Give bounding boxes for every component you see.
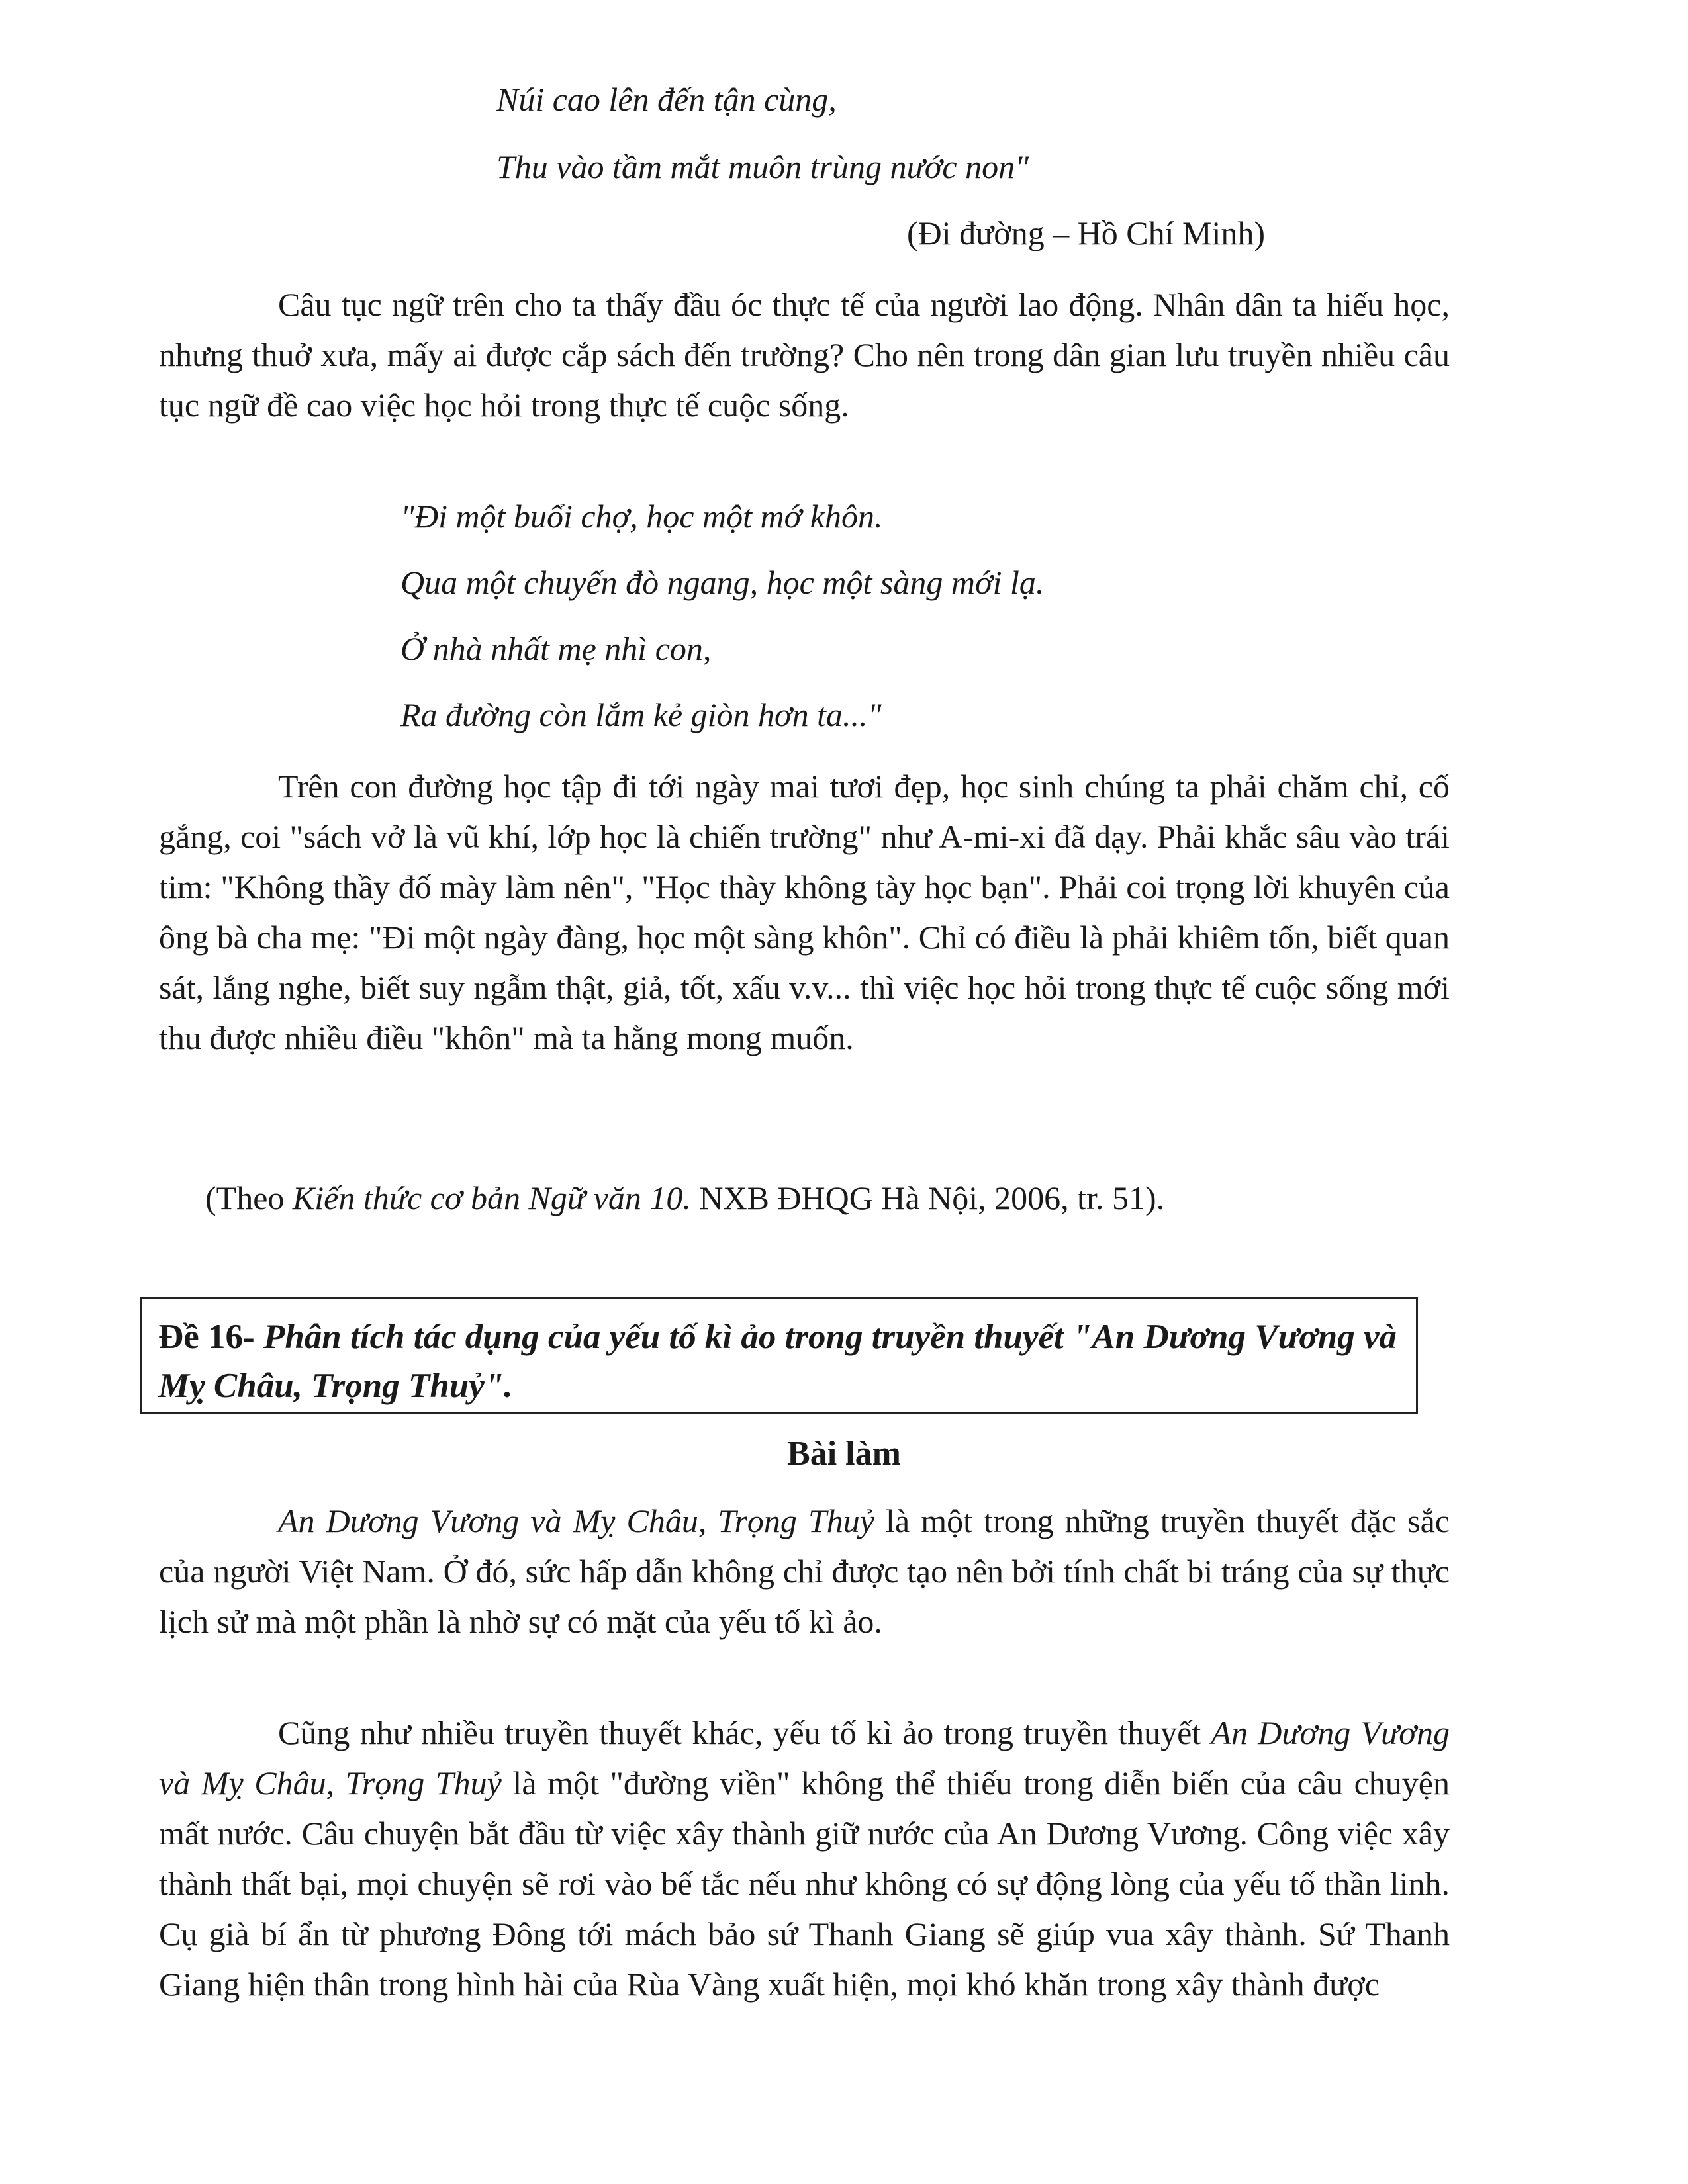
source-book: Kiến thức cơ bản Ngữ văn 10.	[292, 1179, 691, 1216]
poem-middle-line-3: Ở nhà nhất mẹ nhì con,	[400, 630, 712, 667]
poem-top-citation: (Đi đường – Hồ Chí Minh)	[907, 214, 1266, 251]
source-prefix: (Theo	[205, 1179, 293, 1216]
poem-middle-line-2: Qua một chuyến đò ngang, học một sàng mới lạ.	[400, 564, 1045, 601]
paragraph-4-lead: Cũng như nhiều truyền thuyết khác, yếu tố kì ảo trong truyền thuyết	[278, 1714, 1211, 1751]
paragraph-2: Trên con đường học tập đi tới ngày mai tươi đẹp, học sinh chúng ta phải chăm chỉ, cố gắng, coi "sách vở là vũ khí, lớp học là chiến trường" như A-mi-xi đã dạy. Phải khắc sâu vào trái tim: "Không thầy đố mày làm nên", "Học thày không tày học bạn". Phải coi trọng lời khuyên của ông bà cha mẹ: "Đi một ngày đàng, học một sàng khôn". Chỉ có điều là phải khiêm tốn, biết quan sát, lắng nghe, biết suy ngẫm thật, giả, tốt, xấu v.v... thì việc học hỏi trong thực tế cuộc sống mới thu được nhiều điều "khôn" mà ta hằng mong muốn.	[159, 768, 1450, 1056]
paragraph-1: Câu tục ngữ trên cho ta thấy đầu óc thực tế của người lao động. Nhân dân ta hiếu học, nhưng thuở xưa, mấy ai được cắp sách đến trường? Cho nên trong dân gian lưu truyền nhiều câu tục ngữ đề cao việc học hỏi trong thực tế cuộc sống.	[159, 286, 1450, 424]
section-heading: Bài làm	[787, 1435, 901, 1473]
paragraph-3-text: là một trong những truyền thuyết đặc sắc của người Việt Nam. Ở đó, sức hấp dẫn không chỉ được tạo nên bởi tính chất bi tráng của sự thực lịch sử mà một phần là nhờ sự có mặt của yếu tố kì ảo.	[159, 1502, 1450, 1640]
poem-top-line-1: Núi cao lên đến tận cùng,	[496, 81, 837, 118]
source-suffix: NXB ĐHQG Hà Nội, 2006, tr. 51).	[690, 1179, 1165, 1216]
poem-top-line-2: Thu vào tầm mắt muôn trùng nước non"	[496, 148, 1029, 185]
source-citation	[205, 1178, 1164, 1218]
paragraph-4	[159, 1707, 1450, 2009]
paragraph-3	[159, 1496, 1450, 1647]
paragraph-3-work-title: An Dương Vương và Mỵ Châu, Trọng Thuỷ	[278, 1502, 874, 1539]
exercise-title-box	[140, 1297, 1418, 1414]
exercise-label: Đề 16-	[158, 1318, 255, 1356]
paragraph-4-work-title: An Dương Vương và Mỵ Châu, Trọng Thuỷ	[159, 1714, 1450, 1801]
paragraph-4-text: là một "đường viền" không thể thiếu trong diễn biến của câu chuyện mất nước. Câu chuyện bắt đầu từ việc xây thành giữ nước của An Dương Vương. Công việc xây thành thất bại, mọi chuyện sẽ rơi vào bế tắc nếu như không có sự động lòng của yếu tố thần linh. Cụ già bí ẩn từ phương Đông tới mách bảo sứ Thanh Giang sẽ giúp vua xây thành. Sứ Thanh Giang hiện thân trong hình hài của Rùa Vàng xuất hiện, mọi khó khăn trong xây thành được	[159, 1764, 1450, 2003]
poem-middle-line-4: Ra đường còn lắm kẻ giòn hơn ta..."	[400, 696, 882, 733]
exercise-text: Phân tích tác dụng của yếu tố kì ảo trong truyền thuyết "An Dương Vương và Mỵ Châu, Trọng Thuỷ".	[158, 1318, 1397, 1405]
poem-middle-line-1: "Đi một buổi chợ, học một mớ khôn.	[400, 498, 883, 535]
